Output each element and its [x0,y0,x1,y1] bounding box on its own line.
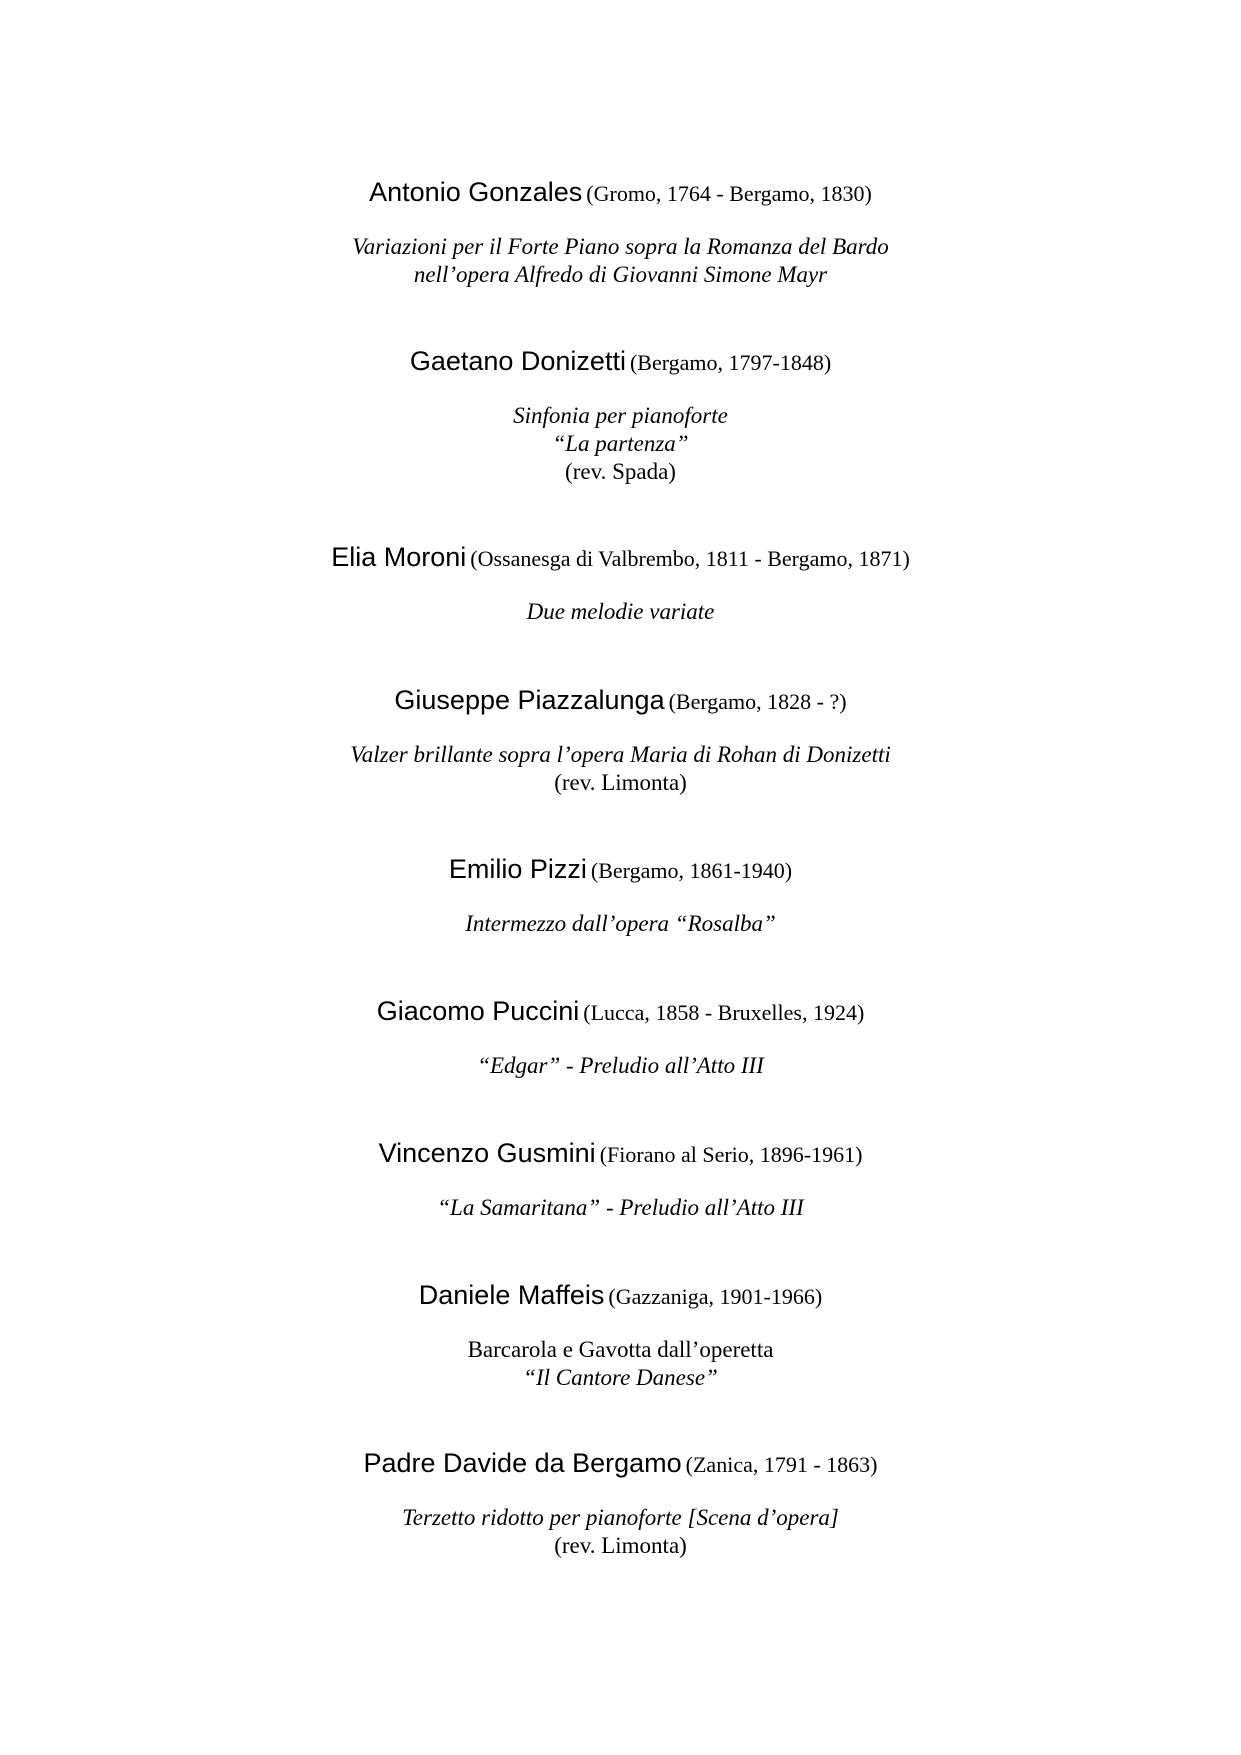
composer-heading [0,541,1241,578]
composer-name: Antonio Gonzales [369,177,583,207]
composer-name: Giacomo Puccini [376,996,580,1026]
program-entry [0,1137,1241,1222]
program-entry [0,853,1241,938]
composer-dates: (Fiorano al Serio, 1896-1961) [599,1142,863,1167]
composer-name: Vincenzo Gusmini [378,1138,596,1168]
composer-heading [0,853,1241,890]
program-entry [0,995,1241,1080]
composer-dates: (Bergamo, 1797-1848) [629,350,832,375]
composer-dates: (Bergamo, 1861-1940) [590,858,793,883]
composer-dates: (Ossanesga di Valbrembo, 1811 - Bergamo, 1871) [470,546,910,571]
work-title-line: Terzetto ridotto per pianoforte [Scena d’opera] [402,1505,839,1530]
composer-heading [0,1447,1241,1484]
composer-heading [0,684,1241,721]
composer-dates: (Gazzaniga, 1901-1966) [608,1284,823,1309]
program-entry [0,684,1241,797]
revision-note: (rev. Limonta) [554,1533,687,1558]
composer-heading [0,1137,1241,1174]
work-title-line: Sinfonia per pianoforte [513,403,728,428]
work-title-line: Variazioni per il Forte Piano sopra la Romanza del Bardo [352,234,889,259]
composer-dates: (Zanica, 1791 - 1863) [685,1452,878,1477]
composer-heading [0,345,1241,382]
work-title-line: Barcarola e Gavotta dall’operetta [467,1337,774,1362]
program-entry [0,176,1241,289]
composer-dates: (Gromo, 1764 - Bergamo, 1830) [586,181,872,206]
composer-name: Padre Davide da Bergamo [363,1448,682,1478]
work-title-line: Valzer brillante sopra l’opera Maria di Rohan di Donizetti [350,742,891,767]
composer-heading [0,1279,1241,1316]
composer-name: Gaetano Donizetti [409,346,626,376]
work-title-line: Due melodie variate [526,599,715,624]
revision-note: (rev. Spada) [565,459,676,484]
work-title-line: nell’opera Alfredo di Giovanni Simone Mayr [413,262,828,287]
program-entry [0,345,1241,486]
work-title-line: “La Samaritana” - Preludio all’Atto III [437,1195,804,1220]
composer-name: Giuseppe Piazzalunga [394,685,665,715]
program-entry [0,1447,1241,1560]
work-title-line: “Il Cantore Danese” [523,1365,718,1390]
work-title-line: Intermezzo dall’opera “Rosalba” [465,911,776,936]
composer-heading [0,995,1241,1032]
composer-name: Daniele Maffeis [418,1280,605,1310]
program-entry [0,1279,1241,1392]
composer-dates: (Lucca, 1858 - Bruxelles, 1924) [583,1000,865,1025]
program-entry [0,541,1241,626]
composer-dates: (Bergamo, 1828 - ?) [668,689,847,714]
revision-note: (rev. Limonta) [554,770,687,795]
composer-name: Emilio Pizzi [448,854,587,884]
work-title-line: “La partenza” [552,431,689,456]
work-title-line: “Edgar” - Preludio all’Atto III [477,1053,764,1078]
composer-heading [0,176,1241,213]
composer-name: Elia Moroni [331,542,467,572]
